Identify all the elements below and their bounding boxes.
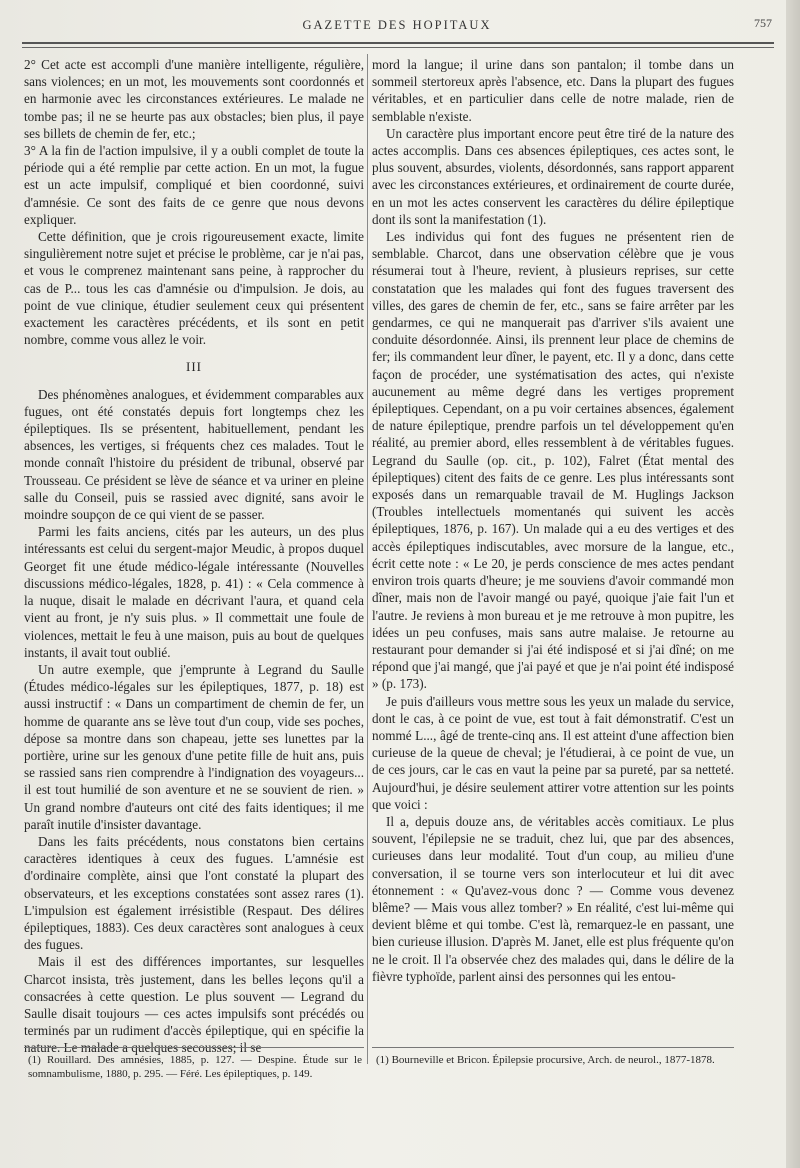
footnote-rule [372,1047,734,1048]
column-divider [367,54,368,1064]
footnote-rule [24,1047,364,1048]
footnote-right: (1) Bourneville et Bricon. Épilepsie procursive, Arch. de neurol., 1877-1878. [376,1054,715,1066]
paragraph: Des phénomènes analogues, et évidemment comparables aux fugues, ont été constatés depuis fort longtemps chez les épileptiques. Ils se présentent, habituellement, pendant les absences, les vertiges, si fréquents chez ces malades. Tout le monde connaît l'histoire du président de tribunal, observé par Trousseau. Ce président se lève de séance et va uriner en pleine salle du Conseil, puis se rassied avec dignité, sans avoir le moindre soupçon de ce qui vient de se passer. [24,386,364,523]
footnote-left: (1) Rouillard. Des amnésies, 1885, p. 127. — Despine. Étude sur le somnambulisme, 1880, p. 295. — Féré. Les épileptiques, p. 149. [28,1054,362,1080]
header-rule-thick [22,42,774,44]
page-header [20,10,774,40]
paragraph: Un autre exemple, que j'emprunte à Legrand du Saulle (Études médico-légales sur les épileptiques, 1877, p. 18) est aussi instructif : « Dans un compartiment de chemin de fer, un homme de quarante ans se lève tout d'un coup, vide ses poches, dépose sa montre dans son chapeau, jette ses lunettes par la portière, urine sur les genoux d'une petite fille de huit ans, puis se rassied sans rien comprendre à l'indignation des voyageurs... il est tout humilié de son aventure et ne se souvient de rien. » Un grand nombre d'auteurs ont cité des faits identiques; il me paraît inutile d'insister davantage. [24,661,364,832]
paragraph: Cette définition, que je crois rigoureusement exacte, limite singulièrement notre sujet et précise le problème, car je n'ai pas, et vous le comprenez maintenant sans peine, à rapprocher du cas de P... tous les cas d'amnésie ou d'impulsion. Je dois, au point de vue clinique, étudier seulement ceux qui présentent exactement les caractères précédents, et ils sont en petit nombre, comme vous allez le voir. [24,229,364,348]
section-number: III [186,359,202,375]
paragraph: Mais il est des différences importantes, sur lesquelles Charcot insista, très justement, dans les belles leçons qu'il a consacrées à cette question. Le plus souvent — Legrand du Saulle disait toujours — ces actes impulsifs sont précédés ou terminés par un rudiment d'accès épileptique, qui en spécifie la nature. Le malade a quelques secousses; il se [24,954,364,1056]
paragraph: Dans les faits précédents, nous constatons bien certains caractères identiques à ceux des fugues. L'amnésie est d'ordinaire complète, ainsi que l'ont constaté la plupart des observateurs, et les exceptions constatées sont assez rares (1). L'impulsion est également irrésistible (Respaut. Des délires épileptiques, 1883). Ces deux caractères sont analogues à ceux des fugues. [24,833,364,953]
paragraph: Un caractère plus important encore peut être tiré de la nature des actes accomplis. Dans ces absences épileptiques, ces actes sont, le plus souvent, absurdes, violents, désordonnés, sans rapport apparent avec les circonstances extérieures, et ordinairement de courte durée, en un mot les actes conservent les caractères du délire épileptique dont ils sont la manifestation (1). [372,125,734,227]
paragraph: 3° A la fin de l'action impulsive, il y a oubli complet de toute la période qui a été remplie par cette action. En un mot, la fugue est un acte impulsif, compliqué et bien coordonné, suivi d'amnésie. Ce sont des faits de ce genre que nous devons expliquer. [24,143,364,227]
paragraph: mord la langue; il urine dans son pantalon; il tombe dans un sommeil stertoreux après l'absence, etc. Dans la plupart des fugues véritables, et en particulier dans celle de notre malade, rien de semblable n'existe. [372,57,734,124]
running-title: GAZETTE DES HOPITAUX [302,18,492,32]
paragraph: Je puis d'ailleurs vous mettre sous les yeux un malade du service, dont le cas, à ce point de vue, est tout à fait démonstratif. C'est un nommé L..., âgé de trente-cinq ans. Il est atteint d'une affection bien curieuse de la queue de cheval; je l'étudierai, à ce point de vue, un de ces jours, car le cas en vaut la peine par sa pureté, par sa netteté. Aujourd'hui, je désire seulement attirer votre attention sur les points que voici : [372,693,734,812]
header-rule-thin [22,47,774,48]
paragraph: Parmi les faits anciens, cités par les auteurs, un des plus intéressants est celui du sergent-major Meudic, à propos duquel Georget fit une étude médico-légale intéressante (Nouvelles discussions médico-légales, 1828, p. 41) : « Cela commence à la nuque, disait le malade en décrivant l'aura, et quand cela vient au front, je n'y suis plus. » Il commettait une foule de violences, mettait le feu à une maison, puis au bout de quelques instants, il avait tout oublié. [24,524,364,660]
paragraph: Les individus qui font des fugues ne présentent rien de semblable. Charcot, dans une observation célèbre que je vous résumerai tout à l'heure, revient, à plusieurs reprises, sur cette constatation que les malades qui font des fugues traversent des villes, des gares de chemin de fer, etc., sans se faire arrêter par les gendarmes, ce qui ne manquerait pas d'arriver s'ils avaient une conduite désordonnée. Ainsi, ils prennent leur place de chemins de fer; ils commandent leur dîner, le payent, etc. Il y a donc, dans cette façon de procéder, une systématisation des actes, qui n'existe aucunement au même degré dans les vertiges proprement épileptiques. Cependant, on a pu voir certaines absences, également de nature épileptique, prendre parfois un tel développement qu'en réalité, au premier abord, elles ressemblent à de véritables fugues. Legrand du Saulle (op. cit., p. 102), Falret (État mental des épileptiques) citent des faits de ce genre. Les plus intéressants sont exposés dans un remarquable travail de M. Huglings Jackson (Troubles intellectuels momentanés qui suivent les accès épileptiques, 1876, p. 167). Un malade qui a eu des vertiges et des accès épileptiques indiscutables, avec morsure de la langue, etc., écrit cette note : « Le 20, je perds conscience de mes actes pendant environ trois quarts d'heure; je me souviens d'avoir commandé mon dîner, mais non de l'avoir mangé ou payé, quoique j'aie fait l'un et l'autre. Je reviens à mon bureau et je me retrouve à mon pupitre, les idées un peu confuses, mais sans autre malaise. Je retourne au restaurant pour demander si j'ai été indisposé et si j'ai dîné; on me répond que j'ai mangé, que j'ai payé et que je n'ai point été indisposé » (p. 173). [372,229,734,692]
page-edge [786,0,800,1168]
paragraph: 2° Cet acte est accompli d'une manière intelligente, régulière, sans violences; en un mot, les mouvements sont coordonnés et en harmonie avec les circonstances extérieures. Le malade ne tombe pas; il ne se heurte pas aux obstacles; bien plus, il paye ses billets de chemin de fer, etc.; [24,57,364,141]
paragraph: Il a, depuis douze ans, de véritables accès comitiaux. Le plus souvent, l'épilepsie ne se traduit, chez lui, que par des absences, curieuses dans leur modalité. Tout d'un coup, au milieu d'une conversation, il se tourne vers son interlocuteur et lui dit avec étonnement : « Qu'avez-vous donc ? — Comme vous devenez blême? — Mais vous allez tomber? » En réalité, c'est lui-même qui devient blême et qui tombe. C'est là, remarquez-le en passant, une bien curieuse illusion. D'après M. Janet, elle est plus fréquente qu'on ne le croit. Il l'a observée chez des malades qui, dans le délire de la fièvre typhoïde, parlent ainsi des personnes qui les entou- [372,813,734,984]
right-column [372,56,734,985]
left-column [24,56,364,1057]
page-number: 757 [754,16,772,30]
